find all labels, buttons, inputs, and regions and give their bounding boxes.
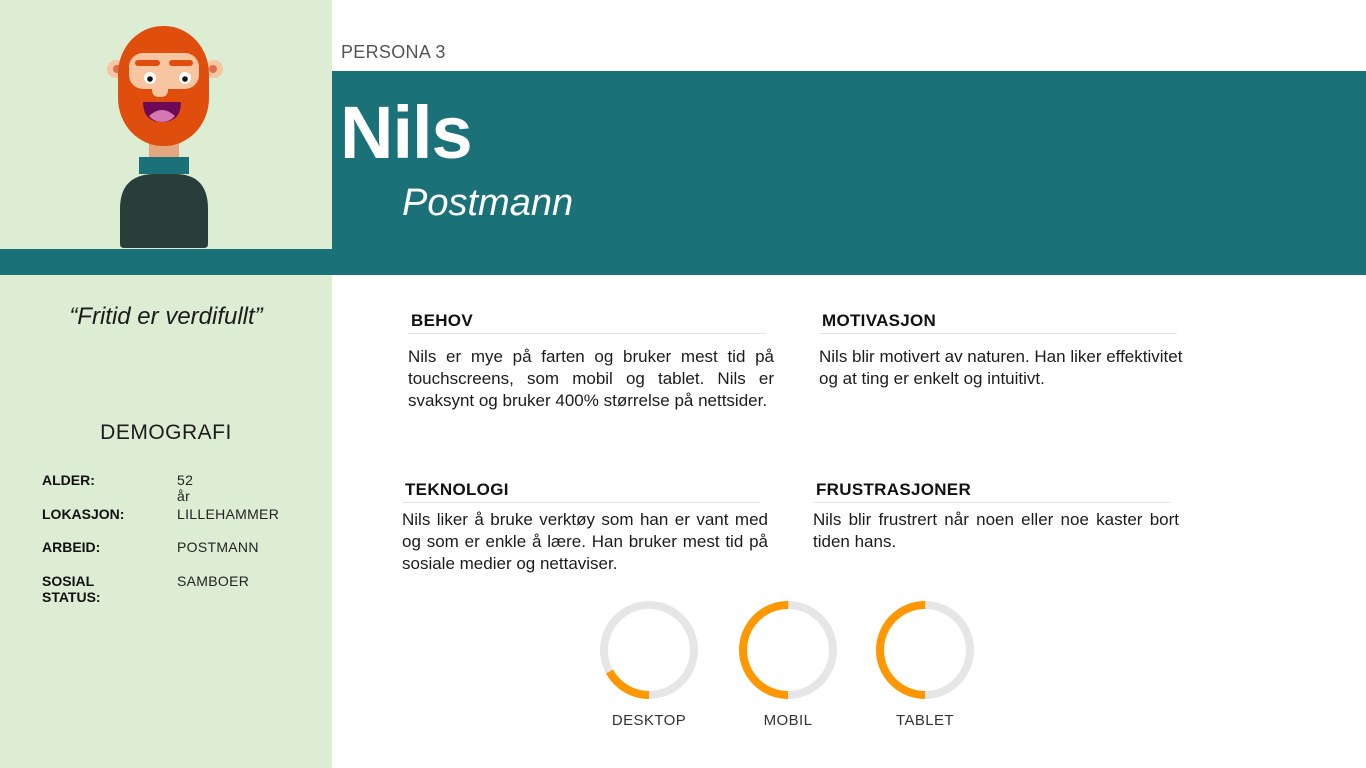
demographic-value: 52 år	[177, 472, 194, 504]
section-body: Nils blir motivert av naturen. Han liker effektivitet og at ting er enkelt og intuitivt.	[819, 347, 1183, 388]
usage-ring-icon	[599, 600, 699, 700]
persona-quote: “Fritid er verdifullt”	[69, 303, 263, 330]
device-label: MOBIL	[763, 712, 813, 729]
section-title: TEKNOLOGI	[402, 480, 760, 503]
demographics-title: DEMOGRAFI	[100, 421, 232, 444]
header-banner	[332, 71, 1366, 275]
section-motivasjon	[819, 311, 1185, 390]
section-body: Nils liker å bruke verktøy som han er vant med og som er enkle å lære. Han bruker mest tid på sosiale medier og nettaviser.	[402, 510, 768, 573]
section-body: Nils blir frustrert når noen eller noe kaster bort tiden hans.	[813, 510, 1179, 551]
device-label: DESKTOP	[611, 712, 687, 729]
demographic-key: ALDER:	[42, 472, 95, 488]
section-teknologi	[402, 480, 768, 575]
demographic-value: LILLEHAMMER	[177, 506, 280, 522]
demographic-value: SAMBOER	[177, 573, 250, 589]
section-title: FRUSTRASJONER	[813, 480, 1171, 503]
usage-ring-icon	[875, 600, 975, 700]
persona-name: Nils	[340, 91, 472, 174]
section-behov	[408, 311, 774, 412]
section-frustrasjoner	[813, 480, 1179, 553]
demographic-key: SOSIAL STATUS:	[42, 573, 101, 605]
device-usage-tablet	[870, 600, 980, 729]
device-usage-mobil	[733, 600, 843, 729]
device-label: TABLET	[896, 712, 954, 729]
demographic-key: LOKASJON:	[42, 506, 125, 522]
usage-ring-icon	[738, 600, 838, 700]
header-band-left	[0, 249, 332, 275]
persona-role: Postmann	[402, 182, 574, 224]
device-usage-desktop	[594, 600, 704, 729]
section-title: MOTIVASJON	[819, 311, 1177, 334]
section-body: Nils er mye på farten og bruker mest tid på touchscreens, som mobil og tablet. Nils er svaksynt og bruker 400% størrelse på nettsider.	[408, 347, 774, 410]
demographic-key: ARBEID:	[42, 539, 101, 555]
demographic-value: POSTMANN	[177, 539, 259, 555]
persona-label: PERSONA 3	[341, 42, 446, 62]
section-title: BEHOV	[408, 311, 766, 334]
avatar-illustration	[105, 24, 225, 250]
